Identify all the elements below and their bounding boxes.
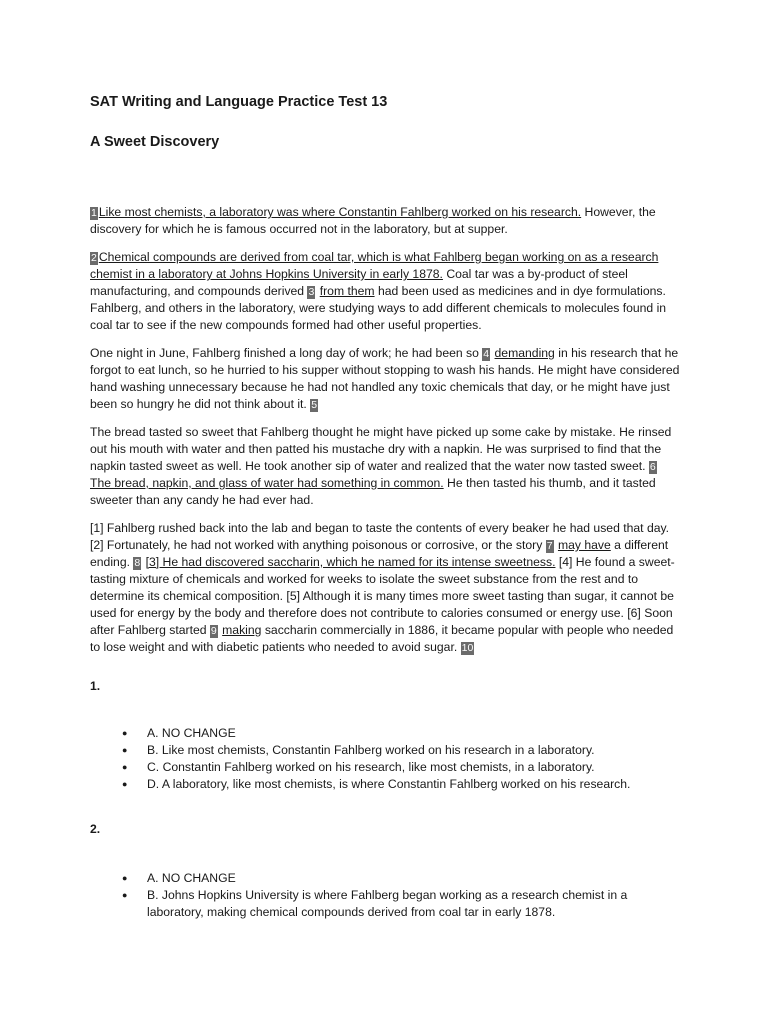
underlined-portion-6: The bread, napkin, and glass of water had something in common. [90,476,444,490]
passage-paragraph-5 [90,520,680,656]
passage-text: Coal tar was a by-product of steel manufacturing, and compounds derived [90,267,628,298]
choice-1d[interactable]: ● D. A laboratory, like most chemists, is where Constantin Fahlberg worked on his research. [122,776,662,793]
passage-text: a different ending. [90,538,669,569]
question-marker-1[interactable]: 1 [91,207,97,219]
question-marker-9[interactable]: 9 [210,625,217,637]
passage-paragraph-2 [90,249,680,334]
question-marker-5[interactable]: 5 [311,399,318,411]
underlined-portion-2: Chemical compounds are derived from coal tar, which is what Fahlberg began working on as a research chemist in a laboratory at Johns Hopkins University in early 1878. [90,250,659,281]
question-1-choices [122,725,662,793]
underlined-portion-8: [3] He had discovered saccharin, which he named for its intense sweetness. [145,555,556,569]
passage-text: [4] He found a sweet-tasting mixture of chemicals and worked for weeks to isolate the sweet substance from the rest and to determine its chemical composition. [5] Although it is many times more sweet tasting than sugar, it cannot be used for energy by the body and therefore does not contribute to calories consumed or energy use. [6] Soon after Fahlberg started [90,555,675,637]
choice-2a[interactable]: ● A. NO CHANGE [122,870,662,887]
question-marker-3[interactable]: 3 [308,286,315,298]
question-marker-10[interactable]: 10 [461,642,474,654]
passage-text: in his research that he forgot to eat lunch, so he hurried to his supper without stopping to wash his hands. He might have considered hand washing unnecessary because he had not handled any toxic chemicals that day, or he might have just been so hungry he did not think about it. [90,346,680,411]
passage-text: He then tasted his thumb, and it tasted sweeter than any candy he had ever had. [90,476,656,507]
passage-text: [1] Fahlberg rushed back into the lab and began to taste the contents of every beaker he had used that day. [2] Fortunately, he had not worked with anything poisonous or corrosive, or the story [90,521,670,552]
underlined-portion-9: making [222,623,262,637]
question-marker-8[interactable]: 8 [134,557,141,569]
underlined-portion-4: demanding [494,346,555,360]
passage-paragraph-3 [90,345,680,413]
underlined-portion-3: from them [319,284,375,298]
underlined-portion-7: may have [557,538,611,552]
question-marker-4[interactable]: 4 [483,348,490,360]
choice-1b[interactable]: ● B. Like most chemists, Constantin Fahlberg worked on his research in a laboratory. [122,742,662,759]
passage-text: However, the discovery for which he is famous occurred not in the laboratory, but at supper. [90,205,656,236]
underlined-portion-1: Like most chemists, a laboratory was where Constantin Fahlberg worked on his research. [98,205,582,219]
passage-paragraph-4 [90,424,680,509]
passage [90,204,680,667]
choice-2b[interactable]: ● B. Johns Hopkins University is where Fahlberg began working as a research chemist in a laboratory, making chemical compounds derived from coal tar in early 1878. [122,887,662,921]
passage-text: had been used as medicines and in dye formulations. Fahlberg, and others in the laboratory, were studying ways to add different chemicals to molecules found in coal tar to see if the new compounds formed had other useful properties. [90,284,667,332]
question-marker-7[interactable]: 7 [546,540,553,552]
choice-1c[interactable]: ● C. Constantin Fahlberg worked on his research, like most chemists, in a laboratory. [122,759,662,776]
passage-title: A Sweet Discovery [90,134,220,150]
question-marker-6[interactable]: 6 [649,461,656,473]
passage-paragraph-1 [90,204,680,238]
document-title: SAT Writing and Language Practice Test 13 [90,94,388,110]
question-marker-2[interactable]: 2 [91,252,97,264]
passage-text: One night in June, Fahlberg finished a long day of work; he had been so [90,346,483,360]
question-2-choices [122,870,662,921]
choice-1a[interactable]: ● A. NO CHANGE [122,725,662,742]
question-number-1: 1. [90,679,101,693]
passage-text: The bread tasted so sweet that Fahlberg thought he might have picked up some cake by mistake. He rinsed out his mouth with water and then patted his mustache dry with a napkin. He was surprised to find that the napkin tasted sweet as well. He took another sip of water and realized that the water now tasted sweet. [90,425,672,473]
question-number-2: 2. [90,822,101,836]
passage-text: saccharin commercially in 1886, it became popular with people who needed to lose weight and with diabetic patients who needed to avoid sugar. [90,623,674,654]
